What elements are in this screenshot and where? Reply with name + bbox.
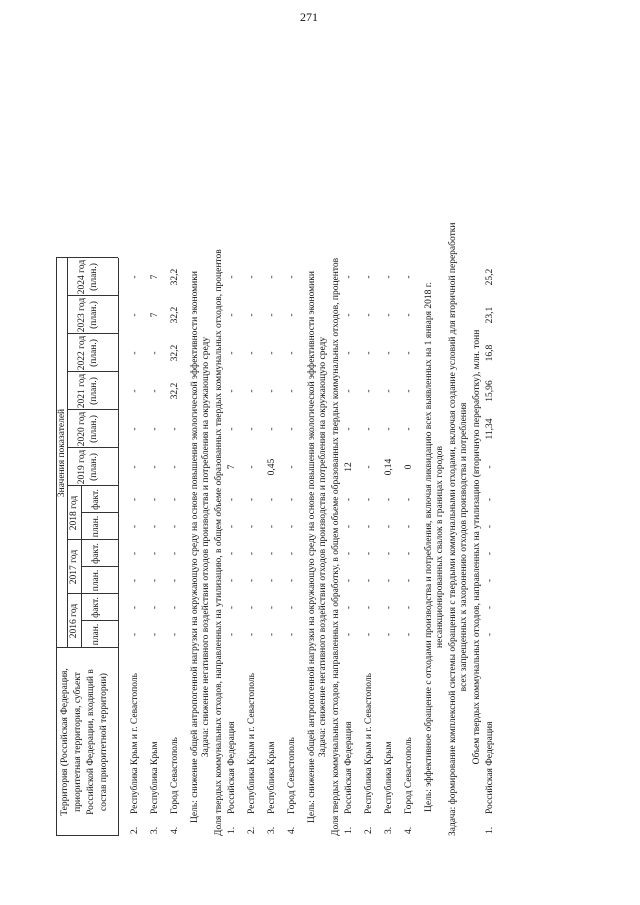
table-cell: 7: [150, 312, 160, 318]
section-heading: Задача: формирование комплексной системы обращения с твердыми коммунальными отходами, включая создание условий для вторичной переработки: [448, 222, 458, 836]
table-cell: 7: [227, 464, 237, 470]
table-cell: -: [130, 524, 140, 529]
table-cell: -: [384, 551, 394, 556]
row-number: 4.: [404, 826, 414, 834]
section-heading: Цель: снижение общей антропогенной нагрузки на окружающую среду на основе повышения экологической эффективности экономики: [307, 271, 317, 823]
table-cell: -: [404, 389, 414, 393]
table-cell: -: [170, 551, 180, 556]
table-cell: 23,1: [485, 306, 495, 324]
row-number: 1.: [485, 826, 495, 834]
table-cell: -: [267, 351, 277, 355]
table-cell: -: [364, 351, 374, 355]
table-cell: -: [170, 524, 180, 529]
table-cell: -: [227, 578, 237, 583]
table-cell: -: [364, 632, 374, 637]
row-number: 3.: [150, 826, 160, 834]
table-cell: -: [404, 497, 414, 502]
table-cell: -: [227, 427, 237, 431]
table-cell: -: [150, 465, 160, 469]
table-cell: -: [227, 632, 237, 637]
table-cell: -: [227, 551, 237, 556]
table-cell: -: [364, 275, 374, 279]
table-cell: -: [287, 275, 297, 279]
table-cell: -: [267, 427, 277, 431]
table-cell: -: [404, 313, 414, 317]
table-cell: -: [227, 351, 237, 355]
table-cell: -: [130, 313, 140, 317]
row-number: 3.: [384, 826, 394, 834]
table-cell: -: [364, 605, 374, 610]
table-cell: -: [364, 524, 374, 529]
table-cell: -: [130, 605, 140, 610]
table-cell: -: [227, 275, 237, 279]
table-cell: -: [364, 578, 374, 583]
plan-year-sub: (план.): [89, 377, 99, 405]
table-cell: -: [404, 351, 414, 355]
table-cell: -: [267, 389, 277, 393]
table-cell: -: [384, 313, 394, 317]
table-cell: -: [247, 524, 257, 529]
table-cell: -: [150, 389, 160, 393]
table-cell: -: [287, 578, 297, 583]
table-cell: -: [384, 605, 394, 610]
year-header: 2016 год: [69, 603, 79, 639]
table-cell: -: [170, 497, 180, 502]
table-cell: -: [485, 632, 495, 637]
table-cell: 32,2: [170, 306, 180, 324]
table-cell: -: [247, 427, 257, 431]
table-cell: -: [404, 632, 414, 637]
table-cell: -: [344, 605, 354, 610]
row-number: 3.: [267, 826, 277, 834]
row-territory: Российская Федерация: [344, 721, 354, 814]
table-cell: -: [344, 632, 354, 637]
table-cell: -: [404, 605, 414, 610]
table-cell: -: [130, 389, 140, 393]
row-territory: Республика Крым и г. Севастополь: [247, 673, 257, 814]
plan-year-header: 2024 год: [77, 259, 87, 295]
row-territory: Российская Федерация: [227, 721, 237, 814]
table-cell: -: [247, 605, 257, 610]
row-number: 1.: [344, 826, 354, 834]
table-cell: -: [227, 389, 237, 393]
table-cell: -: [287, 524, 297, 529]
table-cell: -: [227, 605, 237, 610]
table-cell: -: [364, 389, 374, 393]
table-cell: -: [267, 632, 277, 637]
table-cell: -: [150, 497, 160, 502]
section-heading: Доля твердых коммунальных отходов, направленных на обработку, в общем объеме образованных твердых коммунальных отходов, процентов: [331, 257, 341, 836]
table-cell: -: [130, 351, 140, 355]
row-number: 4.: [170, 826, 180, 834]
table-cell: -: [170, 578, 180, 583]
territory-header-line: Территория (Российская Федерация,: [60, 668, 70, 816]
row-territory: Город Севастополь: [404, 737, 414, 814]
section-heading: Объем твердых коммунальных отходов, направленных на утилизацию (вторичную переработку), млн. тонн: [472, 329, 482, 765]
table-cell: -: [247, 632, 257, 637]
table-cell: 11,34: [485, 418, 495, 440]
table-cell: -: [130, 427, 140, 431]
table-cell: -: [247, 551, 257, 556]
row-territory: Российская Федерация: [485, 721, 495, 814]
table-cell: -: [247, 275, 257, 279]
table-cell: -: [364, 465, 374, 469]
table-cell: -: [344, 389, 354, 393]
table-cell: -: [247, 313, 257, 317]
table-cell: 32,2: [170, 344, 180, 362]
table-cell: -: [344, 497, 354, 502]
table-cell: -: [384, 524, 394, 529]
table-cell: -: [384, 389, 394, 393]
table-cell: -: [364, 497, 374, 502]
table-cell: -: [344, 351, 354, 355]
section-heading: Доля твердых коммунальных отходов, направленных на утилизацию, в общем объеме образованных твердых коммунальных отходов, процентов: [214, 249, 224, 836]
fact-header: факт.: [91, 597, 101, 618]
table-cell: -: [150, 351, 160, 355]
row-territory: Республика Крым: [150, 741, 160, 814]
table-cell: -: [267, 275, 277, 279]
plan-header: план.: [91, 623, 101, 646]
table-cell: -: [344, 313, 354, 317]
table-cell: -: [287, 465, 297, 469]
table-cell: -: [170, 427, 180, 431]
plan-year-sub: (план.): [89, 415, 99, 443]
plan-year-header: 2020 год: [77, 411, 87, 447]
table-cell: -: [404, 551, 414, 556]
plan-year-header: 2021 год: [77, 373, 87, 409]
table-cell: 15,96: [485, 380, 495, 402]
table-cell: -: [267, 578, 277, 583]
table-cell: 32,2: [170, 382, 180, 400]
table-cell: -: [344, 275, 354, 279]
table-cell: -: [130, 497, 140, 502]
section-heading: Цель: снижение общей антропогенной нагрузки на окружающую среду на основе повышения экологической эффективности экономики: [190, 271, 200, 823]
table-cell: -: [267, 497, 277, 502]
table-cell: -: [267, 605, 277, 610]
year-sub-rule: [81, 540, 82, 594]
table-cell: -: [384, 275, 394, 279]
year-header: 2017 год: [69, 549, 79, 585]
table-cell: -: [247, 389, 257, 393]
table-cell: -: [287, 632, 297, 637]
section-heading: несанкционированных свалок в границах городов: [435, 446, 445, 649]
table-cell: -: [287, 497, 297, 502]
section-heading: всех запрещенных к захоронению отходов производства и потребления: [459, 402, 469, 692]
table-cell: -: [267, 313, 277, 317]
table-cell: -: [150, 578, 160, 583]
table-cell: -: [485, 465, 495, 469]
plan-year-header: 2019 год: [77, 449, 87, 485]
table-cell: -: [130, 632, 140, 637]
table-cell: -: [364, 551, 374, 556]
table-cell: -: [170, 465, 180, 469]
plan-year-sub: (план.): [89, 339, 99, 367]
table-cell: -: [227, 524, 237, 529]
row-territory: Город Севастополь: [170, 737, 180, 814]
year-header: 2018 год: [69, 495, 79, 531]
year-sub-rule: [81, 594, 82, 648]
table-cell: -: [227, 497, 237, 502]
table-cell: -: [344, 427, 354, 431]
row-territory: Республика Крым: [384, 741, 394, 814]
table-cell: 0: [404, 464, 414, 470]
plan-year-sub: (план.): [89, 263, 99, 291]
table-cell: -: [404, 524, 414, 529]
territory-header-line: приоритетная территория, субъект: [73, 672, 83, 812]
plan-header: план.: [91, 569, 101, 592]
table-cell: -: [247, 497, 257, 502]
header-bottom-rule: [118, 258, 119, 836]
table-cell: -: [404, 275, 414, 279]
table-cell: 7: [150, 274, 160, 280]
table-cell: -: [170, 632, 180, 637]
section-heading: Задача: снижение негативного воздействия отходов производства и потребления на окружающую среду: [201, 336, 211, 758]
table-cell: -: [247, 351, 257, 355]
table-cell: -: [485, 551, 495, 556]
table-cell: -: [384, 351, 394, 355]
row-number: 1.: [227, 826, 237, 834]
values-header: Значения показателей: [57, 408, 67, 498]
rotated-table: [56, 36, 568, 836]
table-cell: 0,14: [384, 458, 394, 476]
table-cell: -: [287, 313, 297, 317]
table-cell: -: [287, 389, 297, 393]
table-cell: -: [364, 313, 374, 317]
table-cell: 16,8: [485, 344, 495, 362]
table-cell: 0,45: [267, 458, 277, 476]
table-cell: -: [404, 427, 414, 431]
fact-header: факт.: [91, 489, 101, 510]
plan-year-header: 2023 год: [77, 297, 87, 333]
table-cell: -: [384, 632, 394, 637]
table-cell: 32,2: [170, 268, 180, 286]
section-heading: Цель: эффективное обращение с отходами производства и потребления, включая ликвидацию всех выявленных на 1 января 2018 г.: [424, 282, 434, 812]
table-cell: -: [287, 551, 297, 556]
territory-header-line: Российской Федерации, входящий в: [86, 669, 96, 815]
table-cell: -: [485, 497, 495, 502]
plan-header: план.: [91, 515, 101, 538]
row-number: 4.: [287, 826, 297, 834]
table-cell: -: [150, 605, 160, 610]
table-cell: -: [485, 605, 495, 610]
table-cell: -: [364, 427, 374, 431]
row-number: 2.: [130, 826, 140, 834]
table-cell: -: [384, 427, 394, 431]
table-cell: -: [404, 578, 414, 583]
row-territory: Республика Крым и г. Севастополь: [364, 673, 374, 814]
row-territory: Республика Крым и г. Севастополь: [130, 673, 140, 814]
section-heading: Задача: снижение негативного воздействия отходов производства и потребления на окружающую среду: [318, 336, 328, 758]
plan-year-sub: (план.): [89, 453, 99, 481]
table-cell: 25,2: [485, 268, 495, 286]
table-cell: -: [130, 578, 140, 583]
territory-header-line: состав приоритетной территории): [99, 673, 109, 811]
table-cell: -: [384, 578, 394, 583]
table-cell: -: [170, 605, 180, 610]
row-territory: Республика Крым: [267, 741, 277, 814]
plan-year-sub: (план.): [89, 301, 99, 329]
table-cell: -: [130, 275, 140, 279]
page-number: 271: [300, 10, 318, 24]
table-cell: -: [287, 427, 297, 431]
row-number: 2.: [364, 826, 374, 834]
table-cell: -: [150, 427, 160, 431]
table-cell: -: [344, 578, 354, 583]
table-cell: -: [485, 578, 495, 583]
table-cell: -: [150, 551, 160, 556]
table-cell: -: [130, 551, 140, 556]
table-cell: -: [130, 465, 140, 469]
plan-year-header: 2022 год: [77, 335, 87, 371]
table-cell: -: [267, 524, 277, 529]
table-cell: -: [344, 524, 354, 529]
table-cell: -: [227, 313, 237, 317]
fact-header: факт.: [91, 543, 101, 564]
table-cell: -: [384, 497, 394, 502]
table-cell: -: [247, 465, 257, 469]
table-cell: -: [150, 632, 160, 637]
table-cell: -: [287, 351, 297, 355]
table-cell: -: [287, 605, 297, 610]
table-cell: -: [485, 524, 495, 529]
row-territory: Город Севастополь: [287, 737, 297, 814]
table-cell: -: [267, 551, 277, 556]
table-cell: -: [247, 578, 257, 583]
table-cell: -: [150, 524, 160, 529]
table-cell: 12: [344, 462, 354, 472]
row-number: 2.: [247, 826, 257, 834]
year-sub-rule: [81, 486, 82, 540]
table-cell: -: [344, 551, 354, 556]
